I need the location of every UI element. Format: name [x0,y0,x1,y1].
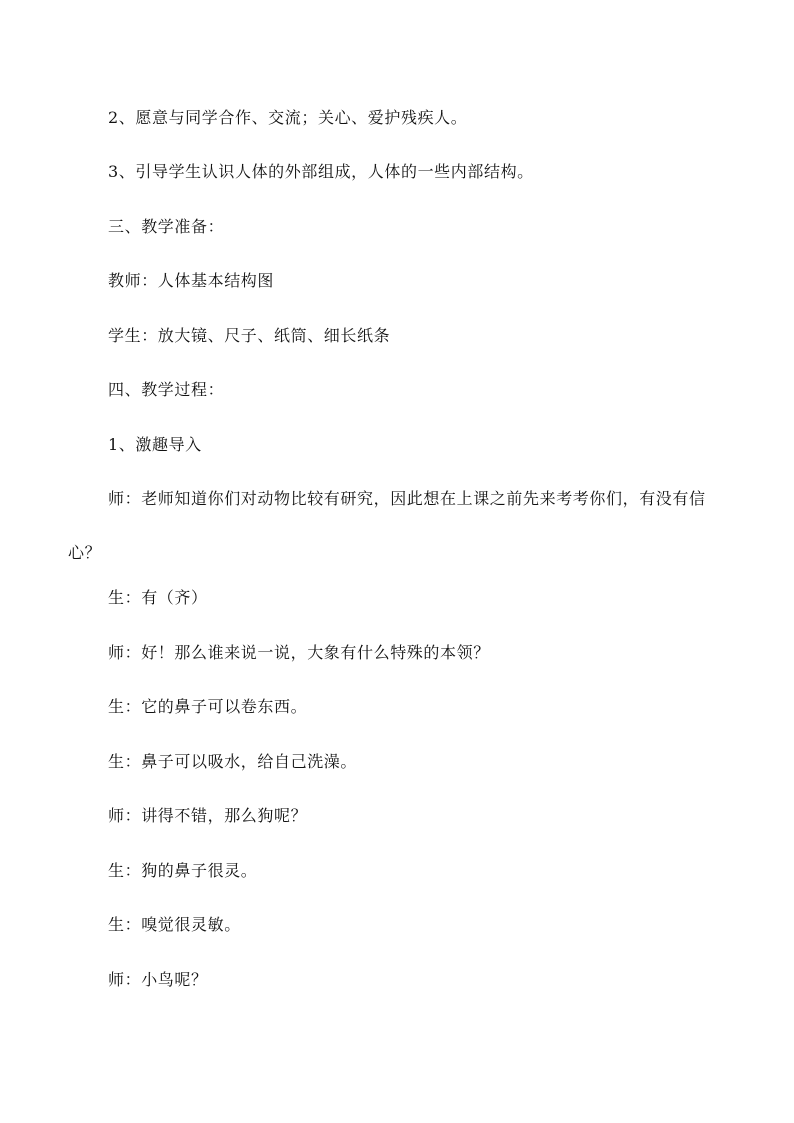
objective-2: 2、愿意与同学合作、交流；关心、爱护残疾人。 [108,108,468,127]
teacher-intro-paragraph [68,472,728,580]
dialogue-line: 生：它的鼻子可以卷东西。 [108,697,308,716]
dialogue-line: 生：有（齐） [108,588,208,607]
step-1-heading: 1、激趣导入 [108,435,202,454]
dialogue-line: 生：狗的鼻子很灵。 [108,861,258,880]
dialogue-line: 生：嗅觉很灵敏。 [108,915,241,934]
student-materials: 学生：放大镜、尺子、纸筒、细长纸条 [108,326,391,345]
section-heading-preparation: 三、教学准备： [108,217,225,236]
objective-3: 3、引导学生认识人体的外部组成，人体的一些内部结构。 [108,162,534,181]
teacher-intro-text: 师：老师知道你们对动物比较有研究，因此想在上课之前先来考考你们，有没有信心？ [68,489,706,562]
dialogue-line: 师：讲得不错，那么狗呢？ [108,806,308,825]
dialogue-line: 师：小鸟呢？ [108,970,208,989]
dialogue-line: 生：鼻子可以吸水，给自己洗澡。 [108,752,358,771]
dialogue-line: 师：好！那么谁来说一说，大象有什么特殊的本领？ [108,643,490,662]
teacher-materials: 教师：人体基本结构图 [108,271,275,290]
section-heading-process: 四、教学过程： [108,380,225,399]
